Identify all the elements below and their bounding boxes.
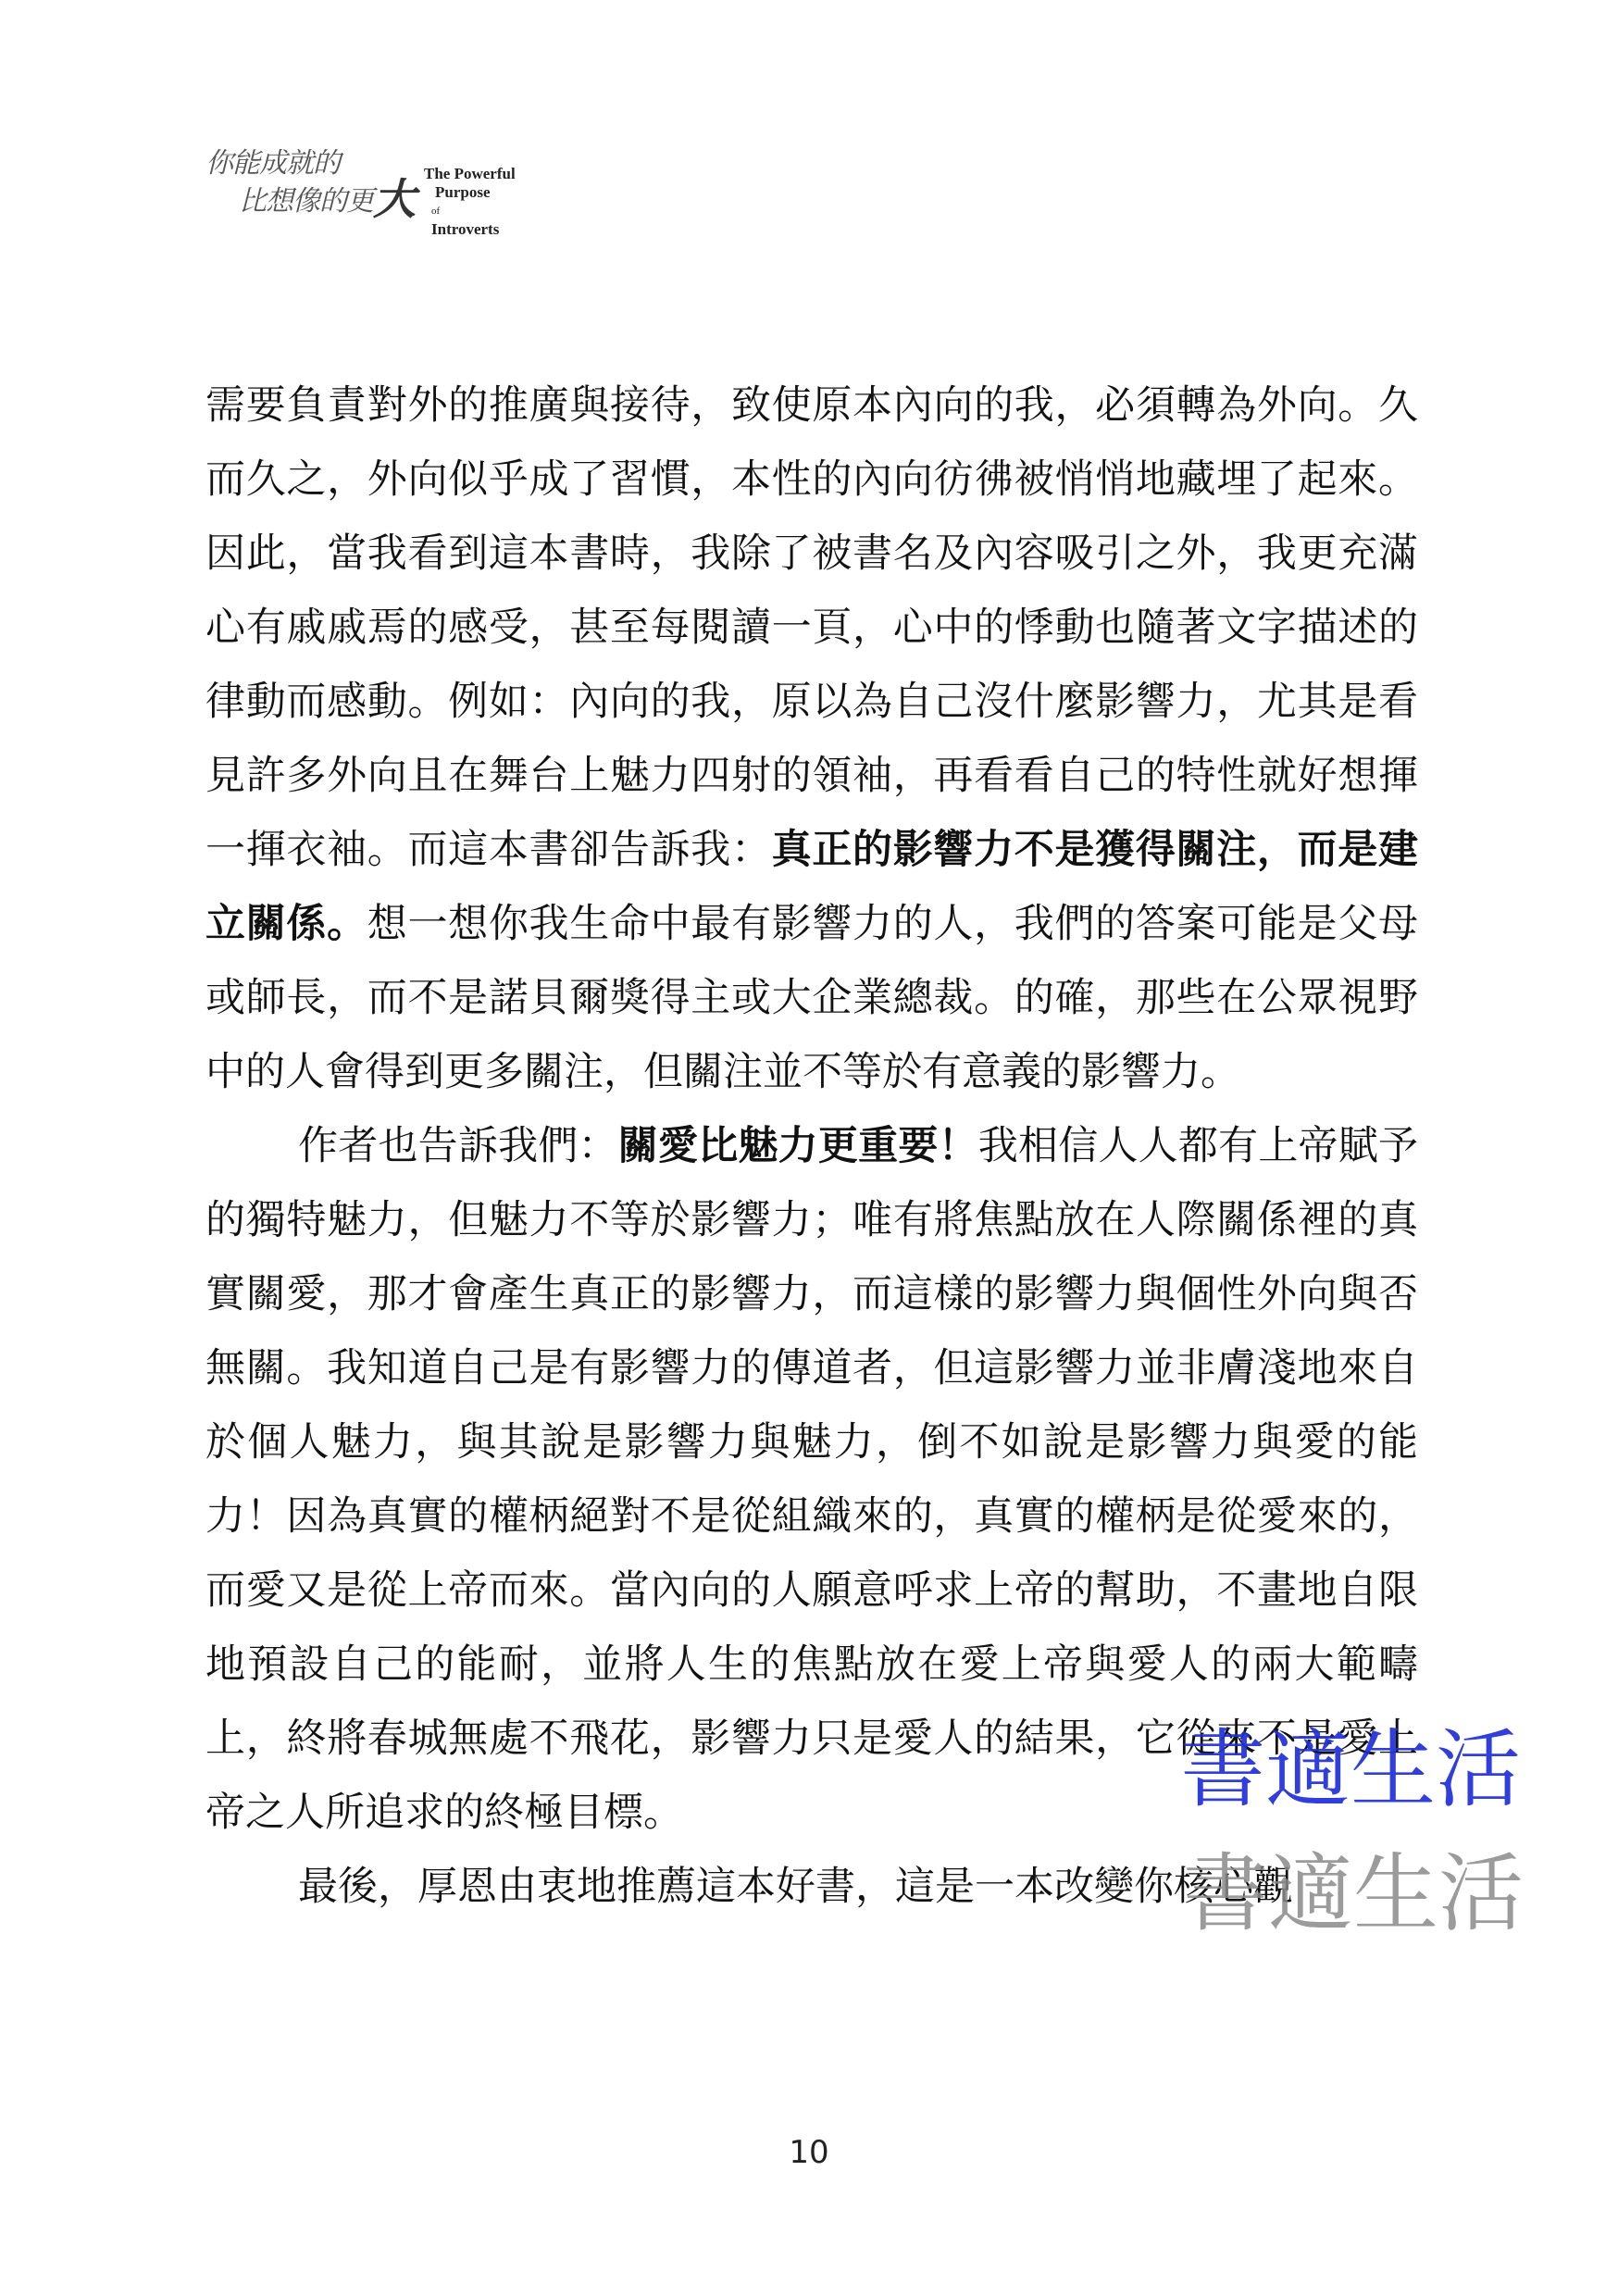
header-title-en-line1: The Powerful xyxy=(424,165,516,182)
header-title-cn-line2-prefix: 比想像的更 xyxy=(239,185,373,218)
page-number: 10 xyxy=(789,2134,829,2171)
paragraph-2-start: 作者也告訴我們： xyxy=(298,1123,618,1169)
header-title-cn-big-char: 大 xyxy=(373,174,415,224)
watermark-gray: 書適生活 xyxy=(1183,1844,1525,1943)
paragraph-2 xyxy=(205,1109,1418,1850)
paragraph-1-bold: 真正的影響力不是獲得關注，而是建立關係。 xyxy=(205,827,1419,947)
header-title-en-of: of xyxy=(431,206,441,217)
running-header xyxy=(205,146,687,239)
header-title-cn-line1: 你能成就的 xyxy=(205,147,340,180)
paragraph-1-end: 想一想你我生命中最有影響力的人，我們的答案可能是父母或師長，而不是諾貝爾獎得主或大企業總裁。的確，那些在公眾視野中的人會得到更多關注，但關注並不等於有意義的影響力。 xyxy=(205,901,1419,1095)
paragraph-2-bold: 關愛比魅力更重要！ xyxy=(617,1123,978,1169)
paragraph-2-end: 我相信人人都有上帝賦予的獨特魅力，但魅力不等於影響力；唯有將焦點放在人際關係裡的真實關愛，那才會產生真正的影響力，而這樣的影響力與個性外向與否無關。我知道自己是有影響力的傳道者，但這影響力並非膚淺地來自於個人魅力，與其說是影響力與魅力，倒不如說是影響力與愛的能力！因為真實的權柄絕對不是從組織來的，真實的權柄是從愛來的，而愛又是從上帝而來。當內向的人願意呼求上帝的幫助，不畫地自限地預設自己的能耐，並將人生的焦點放在愛上帝與愛人的兩大範疇上，終將春城無處不飛花，影響力只是愛人的結果，它從來不是愛上帝之人所追求的終極目標。 xyxy=(205,1123,1419,1836)
header-title-en-line3 xyxy=(424,202,516,239)
watermark-blue: 書適生活 xyxy=(1180,1720,1522,1819)
body-text xyxy=(205,368,1418,1924)
paragraph-1-text: 需要負責對外的推廣與接待，致使原本內向的我，必須轉為外向。久而久之，外向似乎成了習慣，本性的內向彷彿被悄悄地藏埋了起來。因此，當我看到這本書時，我除了被書名及內容吸引之外，我更充滿心有戚戚焉的感受，甚至每閱讀一頁，心中的悸動也隨著文字描述的律動而感動。例如：內向的我，原以為自己沒什麼影響力，尤其是看見許多外向且在舞台上魅力四射的領袖，再看看自己的特性就好想揮一揮衣袖。而這本書卻告訴我： xyxy=(205,382,1418,873)
paragraph-3: 最後，厚恩由衷地推薦這本好書，這是一本改變你核心觀 xyxy=(298,1864,1293,1910)
header-title-cn-line2 xyxy=(205,174,415,224)
paragraph-1 xyxy=(205,368,1418,1109)
header-title-en-line2: Purpose xyxy=(435,183,491,201)
header-title-en-introverts: Introverts xyxy=(431,220,500,238)
header-title-chinese xyxy=(205,146,415,224)
header-title-english xyxy=(424,165,516,239)
